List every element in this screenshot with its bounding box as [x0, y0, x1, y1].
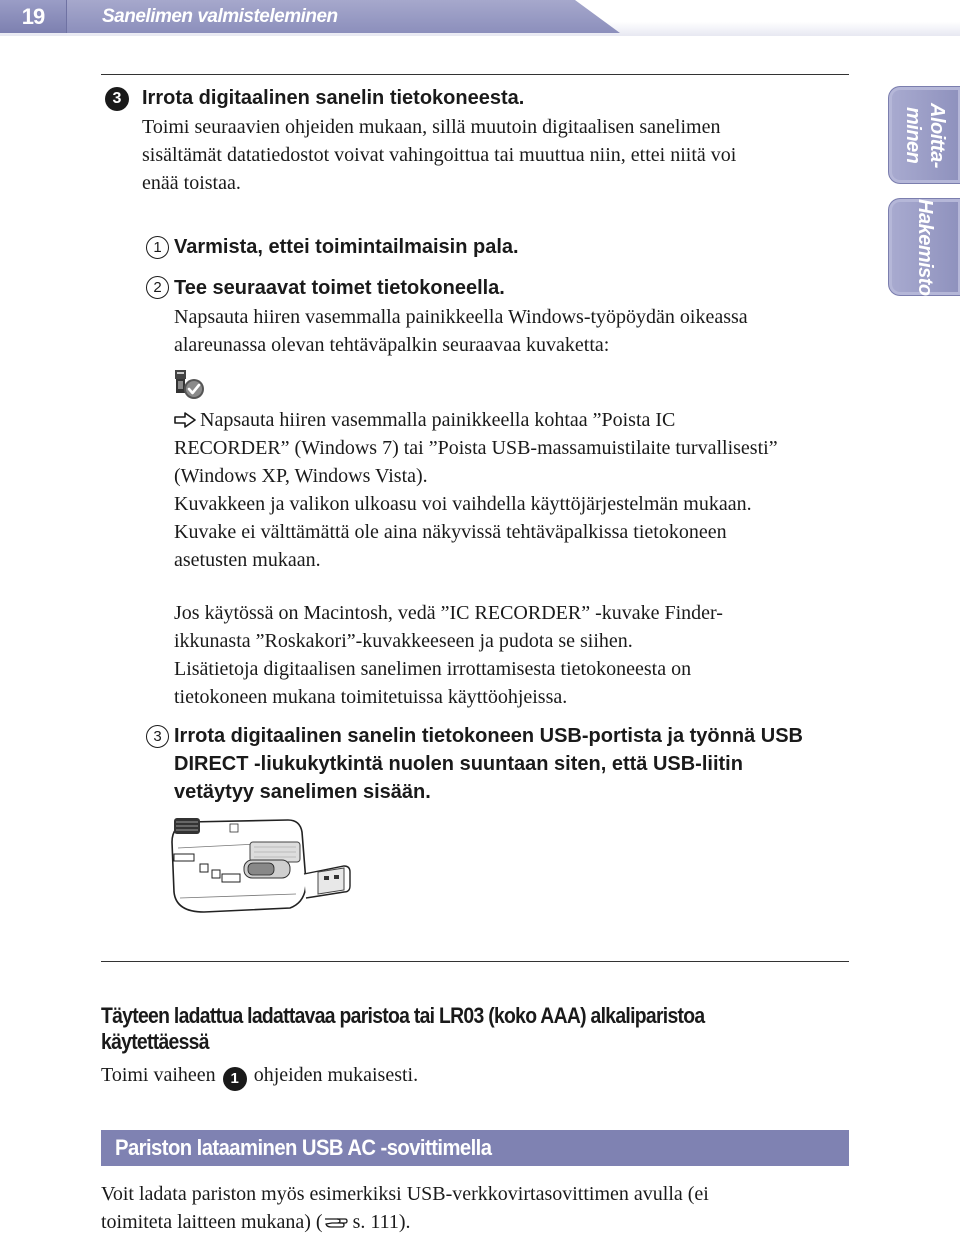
battery-note-heading-line-1: Täyteen ladattua ladattavaa paristoa tai LR03 (koko AAA) alkaliparistoa	[101, 1003, 705, 1028]
step-3-badge: 3	[105, 87, 129, 111]
arrow-line-3: (Windows XP, Windows Vista).	[174, 465, 428, 487]
usb-ac-page-ref[interactable]: s. 111).	[352, 1211, 411, 1233]
substep-2-line-2: alareunassa olevan tehtäväpalkin seuraavaa kuvaketta:	[174, 334, 610, 356]
usb-ac-line-1: Voit ladata pariston myös esimerkiksi USB-verkkovirtasovittimen avulla (ei	[101, 1183, 709, 1205]
pointing-hand-icon	[323, 1214, 349, 1230]
mac-line-3: Lisätietoja digitaalisen sanelimen irrottamisesta tietokoneesta on	[174, 658, 692, 680]
page-number: 19	[0, 0, 67, 33]
substep-1-badge: 1	[146, 236, 169, 259]
top-divider	[101, 74, 849, 75]
substep-2-heading: Tee seuraavat toimet tietokoneella.	[174, 277, 505, 299]
battery-note-after: ohjeiden mukaisesti.	[253, 1064, 419, 1086]
tab-index[interactable]	[888, 198, 960, 296]
usb-ac-section-title: Pariston lataaminen USB AC -sovittimella	[115, 1135, 492, 1160]
mac-paragraph	[174, 599, 723, 711]
tab-index-label: Hakemisto	[914, 198, 936, 296]
step-3-text	[142, 113, 862, 197]
substep-3-line-3: vetäytyy sanelimen sisään.	[174, 781, 431, 803]
battery-note-step-badge: 1	[223, 1067, 247, 1091]
arrow-line-1	[174, 406, 778, 434]
tab-getting-started[interactable]	[888, 86, 960, 184]
arrow-line-6: asetusten mukaan.	[174, 549, 321, 571]
middle-divider	[101, 961, 849, 962]
arrow-line-1-text: Napsauta hiiren vasemmalla painikkeella kohtaa ”Poista IC	[200, 409, 676, 431]
arrow-line-2: RECORDER” (Windows 7) tai ”Poista USB-massamuistilaite turvallisesti”	[174, 437, 778, 459]
substep-3-badge: 3	[146, 725, 169, 748]
step-3-line-2: sisältämät datatiedostot voivat vahingoittua tai muuttua niin, ettei niitä voi	[142, 144, 737, 166]
section-title: Sanelimen valmisteleminen	[102, 6, 338, 27]
usb-ac-text	[101, 1180, 709, 1236]
battery-note-heading	[101, 1003, 787, 1055]
step-3-heading: Irrota digitaalinen sanelin tietokoneesta.	[142, 87, 525, 109]
voice-recorder-illustration	[168, 812, 358, 918]
step-3-line-3: enää toistaa.	[142, 172, 241, 194]
substep-1-heading: Varmista, ettei toimintailmaisin pala.	[174, 236, 519, 258]
battery-note-heading-line-2: käytettäessä	[101, 1029, 209, 1054]
mac-line-1: Jos käytössä on Macintosh, vedä ”IC RECORDER” -kuvake Finder-	[174, 602, 723, 624]
substep-2-line-1: Napsauta hiiren vasemmalla painikkeella Windows-työpöydän oikeassa	[174, 306, 748, 328]
substep-3-line-1: Irrota digitaalinen sanelin tietokoneen USB-portista ja työnnä USB	[174, 725, 803, 747]
usb-ac-line-2-before: toimiteta laitteen mukana) (	[101, 1211, 323, 1233]
mac-line-2: ikkunasta ”Roskakori”-kuvakkeeseen ja pudota se siihen.	[174, 630, 633, 652]
safely-remove-hardware-icon	[172, 368, 206, 402]
step-3-line-1: Toimi seuraavien ohjeiden mukaan, sillä muutoin digitaalisen sanelimen	[142, 116, 721, 138]
substep-3-heading	[174, 722, 803, 806]
usb-ac-line-2	[101, 1208, 709, 1236]
mac-line-4: tietokoneen mukana toimitetuissa käyttöohjeissa.	[174, 686, 568, 708]
battery-note-text	[101, 1061, 418, 1091]
arrow-paragraph	[174, 406, 778, 574]
substep-3-line-2: DIRECT -liukukytkintä nuolen suuntaan siten, että USB-liitin	[174, 753, 743, 775]
substep-2-text	[174, 303, 748, 359]
usb-ac-section-bar	[101, 1130, 849, 1166]
battery-note-before: Toimi vaiheen	[101, 1064, 216, 1086]
arrow-line-4: Kuvakkeen ja valikon ulkoasu voi vaihdella käyttöjärjestelmän mukaan.	[174, 493, 752, 515]
arrow-line-5: Kuvake ei välttämättä ole aina näkyvissä tehtäväpalkissa tietokoneen	[174, 521, 727, 543]
substep-2-badge: 2	[146, 276, 169, 299]
tab-getting-started-label: Aloitta- minen	[902, 102, 948, 168]
